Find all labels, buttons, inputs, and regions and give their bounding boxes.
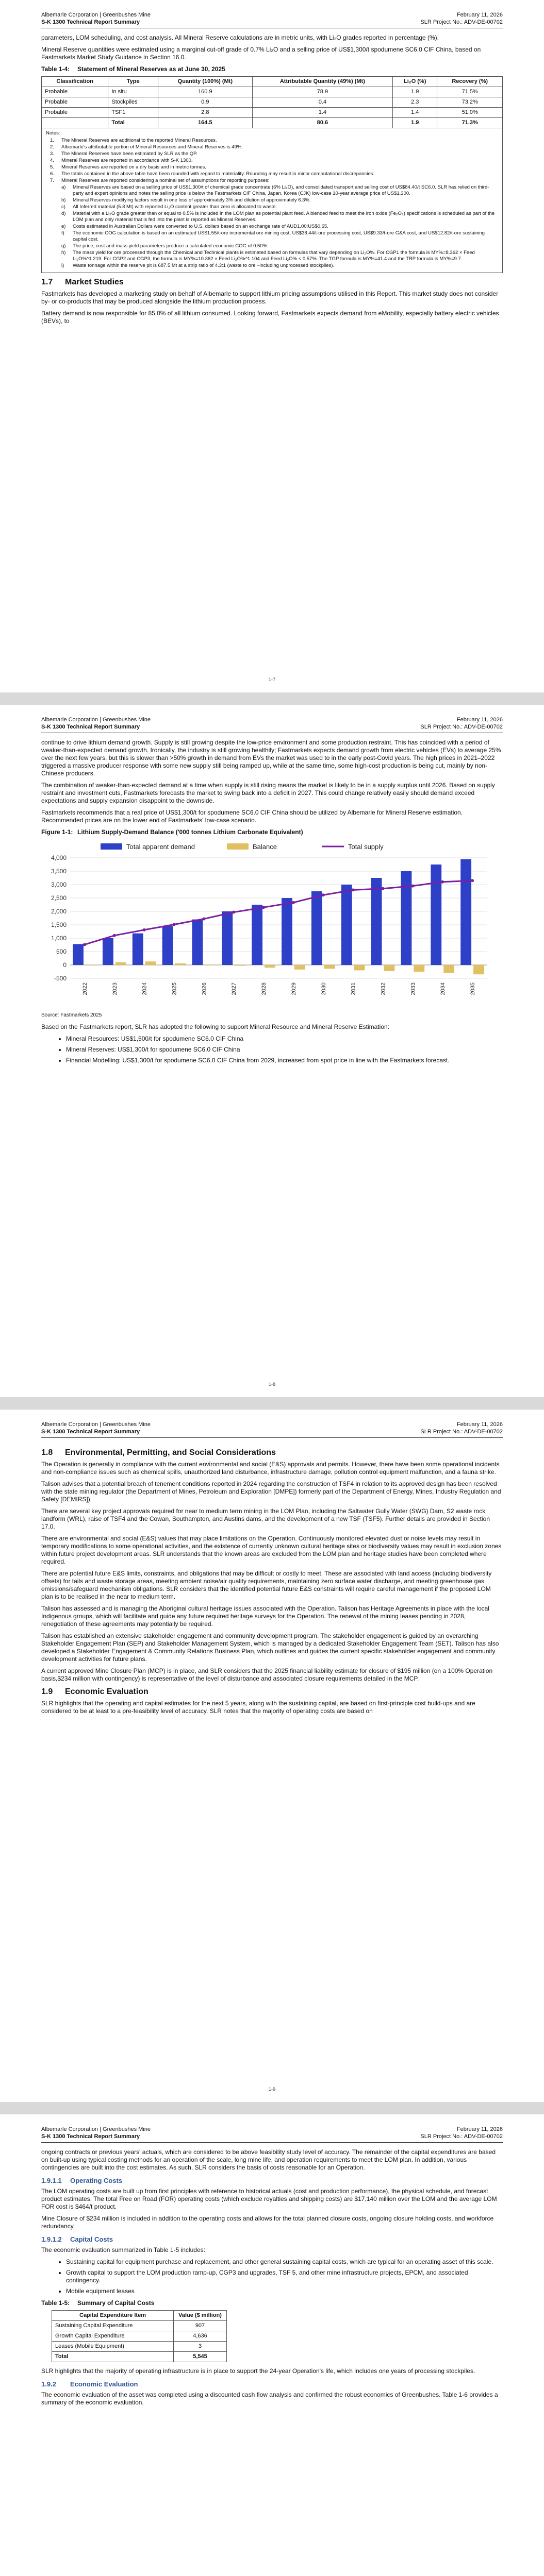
table-caption <box>41 65 503 73</box>
subnote-index: e) <box>61 224 66 229</box>
table-cell: 71.3% <box>437 118 503 128</box>
supply-point <box>382 887 385 890</box>
header-project: SLR Project No.: ADV-DE-00702 <box>420 724 503 730</box>
table-cell <box>42 118 108 128</box>
demand-bar <box>282 898 292 965</box>
x-tick-label: 2023 <box>111 982 118 995</box>
subnote-index: g) <box>61 243 66 249</box>
paragraph: continue to drive lithium demand growth. Supply is still growing despite the low-price environment and some production restraint. This has coincided with a period of weaker-than-expected demand growth. Ironically, the industry is still growing healthily; Fastmarkets expects demand growth from electric vehicles (EVs) to average 25% over the next few years, but this is slower than >50% growth in demand from EVs the market was used to in the early post-Covid years. The high prices in 2021–2022 triggered a massive producer response with some new supply still being ramped up, while at the same time, some high-cost production is being cut, mainly by non-Chinese producers. <box>41 739 501 777</box>
balance-bar <box>265 965 275 968</box>
table-cell: 73.2% <box>437 97 503 108</box>
bullet-list <box>41 1035 503 1064</box>
section-title: Market Studies <box>65 278 124 286</box>
section-heading <box>41 1688 503 1696</box>
table-cell: Growth Capital Expenditure <box>52 2331 174 2342</box>
demand-bar <box>103 938 113 965</box>
subnote-index: f) <box>61 230 64 236</box>
page-number: 1-8 <box>268 1382 275 1387</box>
subnote-item <box>61 263 498 269</box>
legend-label: Balance <box>253 843 277 851</box>
note-text: Mineral Reserves are reported considering a nominal set of assumptions for reporting purposes: <box>61 178 270 183</box>
subnote-text: The economic COG calculation is based on an estimated US$1.55/t-ore incremental ore mining cost, US$38.44/t-ore processing cost, US$9.33/t-ore G&A cost, and US$12.82/t-ore sustaining capital cost. <box>73 230 485 242</box>
table-title: Statement of Mineral Reserves as at June 30, 2025 <box>77 65 225 73</box>
subnote-item <box>61 204 498 210</box>
x-tick-label: 2033 <box>410 982 417 995</box>
header-report: S-K 1300 Technical Report Summary <box>41 1429 140 1435</box>
x-tick-label: 2035 <box>470 982 476 995</box>
table-cell: Stockpiles <box>108 97 158 108</box>
y-tick-label: 0 <box>63 961 67 969</box>
table-cell: 1.9 <box>393 118 437 128</box>
balance-bar <box>116 962 126 965</box>
balance-bar <box>235 965 245 966</box>
section-heading <box>41 1449 503 1456</box>
x-tick-label: 2024 <box>141 982 148 995</box>
y-tick-label: 2,000 <box>51 908 67 915</box>
header-report: S-K 1300 Technical Report Summary <box>41 2133 140 2140</box>
report-page-1-9 <box>0 1410 544 2102</box>
table-cell: 80.6 <box>252 118 392 128</box>
table-row <box>52 2342 227 2352</box>
table-row <box>52 2321 227 2331</box>
subnote-text: Mineral Reserves modifying factors result in one loss of approximately 3% and dilution of approximately 6.3%. <box>73 197 311 203</box>
header-date: February 11, 2026 <box>456 1421 503 1428</box>
table-cell: TSF1 <box>108 108 158 118</box>
header-date: February 11, 2026 <box>456 2126 503 2132</box>
paragraph: Based on the Fastmarkets report, SLR has adopted the following to support Mineral Resource and Mineral Reserve Estimation: <box>41 1023 390 1030</box>
supply-point <box>232 911 235 914</box>
report-page-1-10 <box>0 2114 544 2576</box>
demand-bar <box>222 911 233 965</box>
subnote-item <box>61 230 498 243</box>
paragraph: Talison has established an extensive stakeholder engagement and community development program. The stakeholder engagement is guided by an overarching Stakeholder Engagement Plan (SEP) and Stakeholder Management System, which is managed by a dedicated Stakeholder Engagement Team (SET). Talison has also developed a Stakeholder Engagement & Community Relations Business Plan, which outlines and guides the current specific stakeholder engagement and community development activities for future plans. <box>41 1632 499 1663</box>
legend-label: Total supply <box>348 843 384 851</box>
paragraph: There are environmental and social (E&S) values that may place limitations on the Operation. Continuously monitored elevated dust or noise levels may result in temporary modifications to some operational activities, and the existence of currently unknown cultural heritage sites or biodiversity values may result in exclusion zones within future project development areas. SLR understands that the known areas are excluded from the LOM plan and heritage studies have been completed where required. <box>41 1535 502 1565</box>
table-cell: 1.4 <box>393 108 437 118</box>
balance-bar <box>294 965 305 970</box>
paragraph: There are several key project approvals required for near to medium term mining in the LOM Plan, including the Saltwater Gully Water (SWG) Dam, S2 waste rock landform (WRL), raise of TSF4 and the Cowan, Southampton, and Austins dams, and the development of a new TSF (TSF5). Further details are provided in Section 17.0. <box>41 1507 490 1530</box>
subnote-text: Material with a Li₂O grade greater than or equal to 0.5% is included in the LOM plan as potential plant feed. A blended feed to meet the iron oxide (Fe₂O₃) specifications is scheduled as part of the LOM plan and only material that is fed into the plant is reported as Mineral Reserves. <box>73 211 495 223</box>
supply-point <box>292 901 295 904</box>
supply-point <box>83 943 86 946</box>
section-title: Environmental, Permitting, and Social Considerations <box>65 1448 276 1457</box>
table-cell: In situ <box>108 87 158 97</box>
demand-bar <box>401 871 412 965</box>
figure-source: Source: Fastmarkets 2025 <box>41 1012 102 1018</box>
balance-bar <box>384 965 395 971</box>
subsection-title: Capital Costs <box>70 2235 113 2243</box>
header-project: SLR Project No.: ADV-DE-00702 <box>420 1429 503 1435</box>
subnote-text: The mass yield for ore processed through the Chemical and Technical plants is estimated based on formulas that vary depending on Li₂O%. For CGP1 the formula is MY%=8.362 × Feed Li₂O%^1.219. For CGP2 and CGP3, the formula is MY%=10.362 × Feed Li₂O%^1.104 and Feed Li₂O% < 0.57%. The TGP formula is MY%=41.4 and the TRP formula is MY%=9.7. <box>73 250 475 262</box>
demand-bar <box>311 891 322 965</box>
balance-bar <box>443 965 454 973</box>
balance-bar <box>205 964 216 965</box>
note-item <box>46 138 498 144</box>
subnote-text: Mineral Reserves are based on a selling price of US$1,300/t of chemical grade concentrate (6% Li₂O), and consolidated transport and selling cost of US$84.40/t SC6.0. SLR has relied on third-party and expert opinions and notes the selling price is below the Fastmarkets CIF China, Japan, Korea (CJK) low-case 10-year average price of US$1,300. <box>73 184 489 196</box>
supply-point <box>322 893 325 896</box>
table-cell: 2.3 <box>393 97 437 108</box>
balance-bar <box>354 965 365 970</box>
table-cell: Sustaining Capital Expenditure <box>52 2321 174 2331</box>
subnote-item <box>61 184 498 197</box>
note-index: 5. <box>50 164 54 170</box>
x-tick-label: 2029 <box>290 982 297 995</box>
table-cell: 164.5 <box>158 118 253 128</box>
table-cell: 907 <box>174 2321 227 2331</box>
paragraph: SLR highlights that the majority of operating infrastructure is in place to support the 24-year Operation's life, which includes one years of processing stockpiles. <box>41 2367 475 2375</box>
subnote-item <box>61 224 498 230</box>
note-text: The totals contained in the above table have been rounded with regard to materiality. Rounding may result in minor computational discrepancies. <box>61 171 375 177</box>
demand-bar <box>192 920 203 965</box>
x-tick-label: 2030 <box>320 982 327 995</box>
header-report: S-K 1300 Technical Report Summary <box>41 724 140 730</box>
subnote-text: Costs estimated in Australian Dollars were converted to U.S. dollars based on an exchange rate of AUD1.00:US$0.65. <box>73 224 328 229</box>
table-cell: 0.4 <box>252 97 392 108</box>
note-text: Mineral Reserves are reported in accordance with S-K 1300. <box>61 158 193 163</box>
demand-bar <box>431 865 441 965</box>
y-tick-label: 1,500 <box>51 921 67 928</box>
paragraph: Talison advises that a potential breach of tenement conditions reported in 2024 regarding the construction of TSF4 in relation to its approved design has been resolved with the state mining regulator (the Department of Mines, Petroleum and Exploration [DMPE]) formerly part of the Department of Energy, Mines, Industry Regulation and Safety [DEMIRS]). <box>41 1480 501 1503</box>
figure-title: Lithium Supply-Demand Balance ('000 tonnes Lithium Carbonate Equivalent) <box>77 828 303 836</box>
header-project: SLR Project No.: ADV-DE-00702 <box>420 19 503 25</box>
note-index: 4. <box>50 158 54 163</box>
supply-demand-chart <box>41 839 495 1009</box>
note-index: 3. <box>50 151 54 157</box>
column-header: Classification <box>42 77 108 87</box>
subnote-index: h) <box>61 250 66 256</box>
paragraph: parameters, LOM scheduling, and cost analysis. All Mineral Reserve calculations are in metric units, with Li₂O grades reported in percentage (%). <box>41 34 439 41</box>
note-text: The Mineral Reserves have been estimated by SLR as the QP. <box>61 151 197 157</box>
column-header: Attributable Quantity (49%) (Mt) <box>252 77 392 87</box>
header-company: Albemarle Corporation | Greenbushes Mine <box>41 12 151 18</box>
note-text: Albemarle's attributable portion of Mineral Resources and Mineral Reserves is 49%. <box>61 144 243 150</box>
balance-bar <box>324 965 335 969</box>
supply-point <box>471 879 474 882</box>
supply-point <box>441 880 444 884</box>
paragraph: The combination of weaker-than-expected demand at a time when supply is still rising means the market is likely to be in a supply surplus until 2026. Based on supply restraint and investment cuts, Fastmarkets forecasts the market to swing back into a deficit in 2027. This could change relatively easily should demand exceed expectations and supply expansion disappoint to the downside. <box>41 782 495 804</box>
x-tick-label: 2025 <box>171 982 178 995</box>
legend-swatch <box>227 843 249 850</box>
figure-number: Figure 1-1: <box>41 828 73 836</box>
list-item: • Growth capital to support the LOM production ramp-up, CGP3 and upgrades, TSF 5, and other mine infrastructure projects, EPCM, and associated contingency. <box>66 2269 503 2284</box>
table-cell: 51.0% <box>437 108 503 118</box>
table-cell: 0.9 <box>158 97 253 108</box>
table-cell: Probable <box>42 87 108 97</box>
capital-costs-table <box>52 2310 227 2362</box>
list-item: • Financial Modelling: US$1,300/t for spodumene SC6.0 CIF China from 2029, increased from spot price in line with the Fastmarkets forecast. <box>66 1057 503 1064</box>
subnote-index: d) <box>61 211 66 216</box>
bullet-list <box>41 2258 503 2295</box>
page-number: 1-7 <box>268 677 275 682</box>
supply-point <box>202 918 205 921</box>
x-tick-label: 2032 <box>380 982 387 995</box>
paragraph: Mineral Reserve quantities were estimated using a marginal cut-off grade of 0.7% Li₂O and a selling price of US$1,300/t spodumene SC6.0 CIF China, based on Fastmarkets Market Study Guidance in Section 16.0. <box>41 46 481 61</box>
subnote-text: Waste tonnage within the reserve pit is 687.5 Mt at a strip ratio of 4.3:1 (waste to ore –including unprocessed stockpiles). <box>73 263 335 268</box>
subsection-number: 1.9.1.1 <box>41 2177 62 2184</box>
table-number: Table 1-5: <box>41 2299 70 2307</box>
table-row <box>42 97 503 108</box>
table-cell: 4,636 <box>174 2331 227 2342</box>
note-item <box>46 178 498 184</box>
notes-title: Notes: <box>46 130 60 136</box>
section-number: 1.9 <box>41 1687 53 1696</box>
legend-swatch <box>101 843 122 850</box>
mineral-reserves-table <box>41 76 503 128</box>
balance-bar <box>145 961 156 965</box>
table-title: Summary of Capital Costs <box>77 2299 155 2307</box>
subnote-item <box>61 243 498 249</box>
subnote-item <box>61 250 498 262</box>
subsection-number: 1.9.1.2 <box>41 2235 62 2243</box>
table-cell: Probable <box>42 97 108 108</box>
table-cell: 78.9 <box>252 87 392 97</box>
subnote-index: b) <box>61 197 66 203</box>
header-project: SLR Project No.: ADV-DE-00702 <box>420 2133 503 2140</box>
table-cell: 5,545 <box>174 2352 227 2362</box>
supply-point <box>262 906 265 909</box>
supply-point <box>113 934 116 937</box>
column-header: Type <box>108 77 158 87</box>
header-company: Albemarle Corporation | Greenbushes Mine <box>41 1421 151 1428</box>
demand-bar <box>460 859 471 965</box>
demand-bar <box>371 878 382 965</box>
paragraph: There are potential future E&S limits, constraints, and obligations that may be difficult or costly to meet. These are associated with land access (including biodiversity offsets) for tails and waste storage areas, meeting ambient noise/air quality requirements, maintaining zero surface water discharge, and meeting greenhouse gas emissions/safeguard mechanism obligations. SLR considers that the identified potential future E&S constraints will require careful management if the proposed LOM plan is to be realised in the near to medium term. <box>41 1570 492 1600</box>
list-item: • Mineral Resources: US$1,500/t for spodumene SC6.0 CIF China <box>66 1035 503 1043</box>
note-text: The Mineral Reserves are additional to the reported Mineral Resources. <box>61 138 217 143</box>
y-tick-label: 1,000 <box>51 935 67 942</box>
balance-bar <box>175 963 186 965</box>
list-item: • Sustaining capital for equipment purchase and replacement, and other general sustaining capital costs, which are typical for an operating asset of this scale. <box>66 2258 503 2266</box>
demand-bar <box>73 944 84 965</box>
note-index: 1. <box>50 138 54 143</box>
header-company: Albemarle Corporation | Greenbushes Mine <box>41 2126 151 2132</box>
table-row <box>42 108 503 118</box>
y-tick-label: 3,500 <box>51 868 67 875</box>
subnote-text: The price, cost and mass yield parameters produce a calculated economic COG of 0.50%. <box>73 243 269 249</box>
list-item: • Mineral Reserves: US$1,300/t for spodumene SC6.0 CIF China <box>66 1046 503 1054</box>
y-tick-label: 3,000 <box>51 881 67 888</box>
note-item <box>46 164 498 171</box>
note-text: Mineral Reserves are reported on a dry basis and in metric tonnes. <box>61 164 206 170</box>
table-number: Table 1-4: <box>41 65 70 73</box>
subnote-text: All Inferred material (5.8 Mt) with reported Li₂O content greater than zero is allocated to waste. <box>73 204 277 210</box>
paragraph: Mine Closure of $234 million is included in addition to the operating costs and allows for the total planned closure costs, ongoing closure holding costs, and workforce redundancy. <box>41 2215 494 2230</box>
x-tick-label: 2034 <box>440 982 447 995</box>
table-cell: 1.4 <box>252 108 392 118</box>
page-number: 1-9 <box>268 2087 275 2092</box>
header-report: S-K 1300 Technical Report Summary <box>41 19 140 25</box>
subsection-heading <box>41 2235 503 2243</box>
supply-point <box>173 923 176 926</box>
paragraph: ongoing contracts or previous years' actuals, which are considered to be above feasibility study level of accuracy. The remainder of the capital expenditures are based on built-up using typical costing methods for an operation of the scale, long mine life, and operation requirements to meet the LOM plan. In addition, various contingencies are built into the cost estimates. As such, SLR considers the basis of costs reasonable for an Operation. <box>41 2148 496 2171</box>
subnote-item <box>61 197 498 204</box>
table-cell: 2.8 <box>158 108 253 118</box>
note-item <box>46 158 498 164</box>
paragraph: The Operation is generally in compliance with the current environmental and social (E&S) approvals and permits. However, there have been some operational incidents and non-compliance issues such as chemical spills, unauthorized land disturbance, infrastructure damage, pollution control equipment malfunction, and a fauna strike. <box>41 1461 500 1476</box>
table-notes <box>41 128 503 273</box>
x-tick-label: 2022 <box>81 982 88 995</box>
header-date: February 11, 2026 <box>456 12 503 18</box>
x-tick-label: 2026 <box>201 982 208 995</box>
subsection-number: 1.9.2 <box>41 2380 56 2388</box>
supply-point <box>352 888 355 891</box>
section-number: 1.7 <box>41 278 53 286</box>
table-caption <box>41 2299 503 2307</box>
demand-bar <box>252 905 262 965</box>
table-cell: Total <box>52 2352 174 2362</box>
table-cell: Leases (Mobile Equipment) <box>52 2342 174 2352</box>
note-index: 7. <box>50 178 54 183</box>
header-company: Albemarle Corporation | Greenbushes Mine <box>41 717 151 723</box>
y-tick-label: 500 <box>56 948 67 955</box>
note-item <box>46 151 498 157</box>
column-header: Value ($ million) <box>174 2311 227 2321</box>
section-title: Economic Evaluation <box>65 1687 149 1696</box>
subsection-heading <box>41 2177 503 2184</box>
legend-label: Total apparent demand <box>126 843 195 851</box>
demand-bar <box>133 934 143 965</box>
paragraph: A current approved Mine Closure Plan (MCP) is in place, and SLR considers that the 2025 financial liability estimate for closure of $195 million (on a 100% Operation basis,$234 million with contingency) is representative of the level of disturbance and associated closure requirements detailed in the MCP. <box>41 1667 493 1682</box>
supply-point <box>143 928 146 931</box>
report-page-1-8 <box>0 705 544 1397</box>
table-cell: 1.9 <box>393 87 437 97</box>
y-tick-label: -500 <box>54 975 67 982</box>
list-item: • Mobile equipment leases <box>66 2287 503 2295</box>
table-cell: 3 <box>174 2342 227 2352</box>
subnote-index: a) <box>61 184 66 190</box>
x-tick-label: 2031 <box>350 982 357 995</box>
paragraph: Fastmarkets has developed a marketing study on behalf of Albemarle to support lithium pricing assumptions utilised in this Report. This market study does not consider by- or co-products that may be produced alongside the lithium production process. <box>41 290 499 305</box>
header-divider <box>41 2142 503 2143</box>
y-tick-label: 4,000 <box>51 854 67 861</box>
balance-bar <box>473 965 484 974</box>
note-index: 2. <box>50 144 54 150</box>
column-header: Recovery (%) <box>437 77 503 87</box>
note-item <box>46 171 498 177</box>
x-tick-label: 2027 <box>231 982 238 995</box>
paragraph: The LOM operating costs are built up from first principles with reference to historical actuals (cost and production performance), the physical schedule, and forecast product estimates. The total Free on Road (FOR) operating costs (which exclude royalties and shipping costs) are $17,140 million over the LOM and the average LOM FOR cost is $464/t product. <box>41 2188 497 2210</box>
paragraph: SLR highlights that the operating and capital estimates for the next 5 years, along with the sustaining capital, are based on first-principle cost build-ups and are considered to be at least to a pre-feasibility level of accuracy. SLR notes that the majority of operating costs are based on <box>41 1700 475 1715</box>
subsection-title: Economic Evaluation <box>70 2380 138 2388</box>
subnote-index: c) <box>61 204 65 210</box>
column-header: Quantity (100%) (Mt) <box>158 77 253 87</box>
table-row <box>42 87 503 97</box>
table-row <box>52 2331 227 2342</box>
subnote-item <box>61 211 498 223</box>
x-tick-label: 2028 <box>261 982 268 995</box>
table-cell: Total <box>108 118 158 128</box>
subnotes-list <box>46 184 498 269</box>
table-row-total <box>42 118 503 128</box>
paragraph: Fastmarkets recommends that a real price of US$1,300/t for spodumene SC6.0 CIF China should be utilized by Albemarle for Mineral Reserve estimation. Recommended prices are on the lower end of Fastmarkets' low-case scenario. <box>41 809 463 824</box>
subsection-heading <box>41 2380 503 2388</box>
note-index: 6. <box>50 171 54 177</box>
subsection-title: Operating Costs <box>70 2177 123 2184</box>
table-cell: 71.5% <box>437 87 503 97</box>
paragraph: The economic evaluation of the asset was completed using a discounted cash flow analysis and confirmed the robust economics of Greenbushes. Table 1-6 provides a summary of the economic evaluation. <box>41 2391 498 2406</box>
balance-bar <box>414 965 424 972</box>
section-heading <box>41 278 503 286</box>
table-row-total <box>52 2352 227 2362</box>
column-header: Li₂O (%) <box>393 77 437 87</box>
paragraph: Talison has assessed and is managing the Aboriginal cultural heritage issues associated with the Operation. Talison has Heritage Agreements in place with the local Indigenous groups, which will facilitate and guide any future required heritage surveys for the Operation. The renewal of the mining leases pending in 2028, renegotiation of these agreements may potentially be required. <box>41 1605 489 1628</box>
section-number: 1.8 <box>41 1448 53 1457</box>
paragraph: Battery demand is now responsible for 85.0% of all lithium consumed. Looking forward, Fastmarkets expects demand from eMobility, especially battery electric vehicles (BEVs), to <box>41 310 499 325</box>
figure-caption <box>41 828 503 836</box>
note-item <box>46 144 498 150</box>
header-divider <box>41 1437 503 1438</box>
y-tick-label: 2,500 <box>51 894 67 902</box>
demand-bar <box>341 885 352 965</box>
header-date: February 11, 2026 <box>456 717 503 723</box>
supply-point <box>411 885 414 888</box>
table-cell: 160.9 <box>158 87 253 97</box>
column-header: Capital Expenditure Item <box>52 2311 174 2321</box>
report-page-1-7 <box>0 0 544 692</box>
demand-bar <box>162 926 173 965</box>
table-cell: Probable <box>42 108 108 118</box>
subnote-index: i) <box>61 263 64 268</box>
notes-list <box>46 138 498 184</box>
paragraph: The economic evaluation summarized in Table 1-5 includes: <box>41 2246 205 2253</box>
